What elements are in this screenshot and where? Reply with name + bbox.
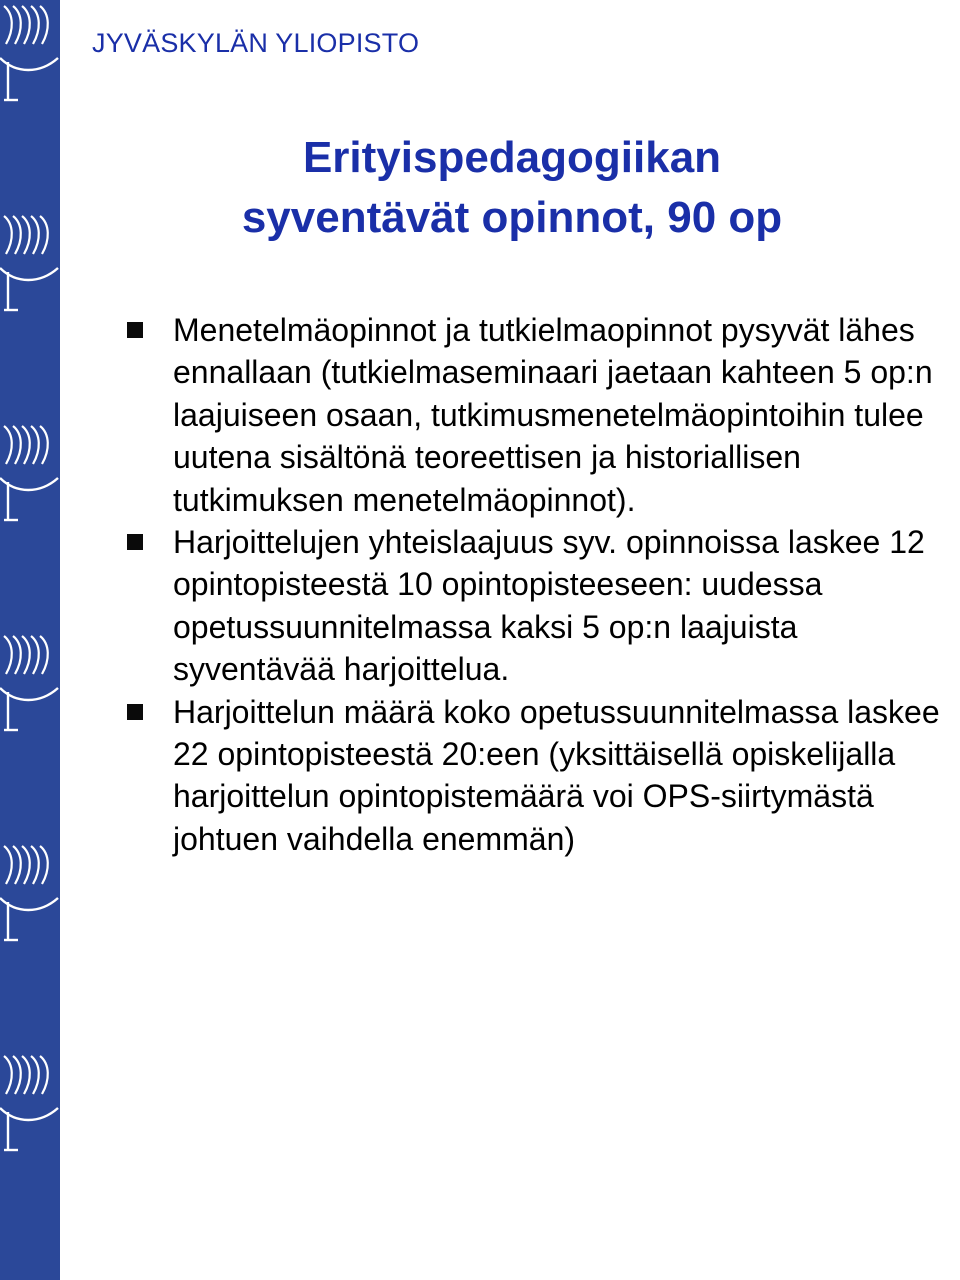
bullet-text: Menetelmäopinnot ja tutkielmaopinnot pysyvät lähes ennallaan (tutkielmaseminaari jaetaan kahteen 5 op:n laajuiseen osaan, tutkimusmenetelmäopintoihin tulee uutena sisältönä teoreettisen ja historiallisen tutkimuksen menetelmäopinnot).: [173, 312, 933, 518]
bullet-item: [120, 309, 940, 521]
slide-title: [92, 128, 932, 248]
university-name: JYVÄSKYLÄN YLIOPISTO: [92, 28, 420, 58]
side-band: [0, 0, 60, 1280]
bullet-item: [120, 691, 940, 861]
slide-title-line-1: Erityispedagogiikan: [302, 133, 722, 182]
bullet-item: [120, 521, 940, 691]
bullet-text: Harjoittelun määrä koko opetussuunnitelmassa laskee 22 opintopisteestä 20:een (yksittäisellä opiskelijalla harjoittelun opintopistemäärä voi OPS-siirtymästä johtuen vaihdella enemmän): [173, 693, 940, 857]
square-bullet-icon: [127, 534, 143, 550]
university-logo-pattern: [0, 0, 60, 1280]
slide-title-line-2: syventävät opinnot, 90 op: [241, 193, 783, 242]
bullet-list: [120, 309, 940, 860]
square-bullet-icon: [127, 322, 143, 338]
bullet-text: Harjoittelujen yhteislaajuus syv. opinnoissa laskee 12 opintopisteestä 10 opintopisteeseen: uudessa opetussuunnitelmassa kaksi 5 op:n laajuista syventävää harjoittelua.: [173, 524, 925, 688]
square-bullet-icon: [127, 704, 143, 720]
